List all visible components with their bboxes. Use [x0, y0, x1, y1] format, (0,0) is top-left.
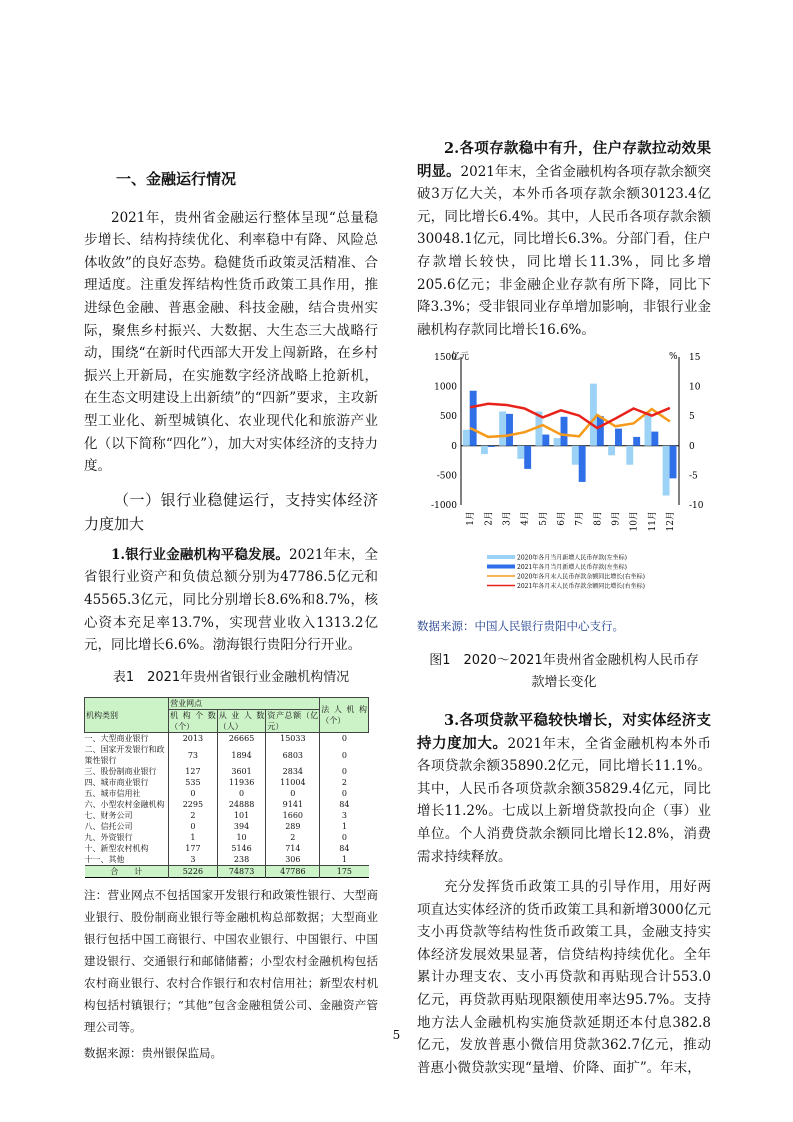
table-cell: 394 [217, 821, 266, 832]
table-cell: 1 [169, 832, 218, 843]
table-cell: 306 [266, 854, 320, 866]
bar-2020 [463, 430, 470, 446]
header-assets: 资产总额（亿元） [267, 711, 319, 732]
y-tick-label: -1000 [431, 501, 457, 512]
table-cell: 0 [266, 788, 320, 799]
table-cell: 四、城市商业银行 [84, 778, 149, 788]
bar-2021 [506, 414, 513, 446]
table-caption: 表1 2021年贵州省银行业金融机构情况 [112, 669, 350, 685]
table-row [85, 799, 369, 810]
left-unit-label: 亿元 [451, 352, 470, 363]
x-tick-label: 11月 [647, 511, 658, 532]
bar-2020 [517, 446, 524, 459]
table-cell: 六、小型农村金融机构 [84, 800, 165, 810]
table-row [85, 744, 369, 766]
table-cell: 84 [320, 843, 369, 854]
table-cell: 九、外资银行 [84, 833, 133, 843]
table-cell: 合 计 [85, 866, 169, 878]
bar-2020 [608, 446, 615, 455]
legend-label: 2021年各月当月新增人民币存款(左坐标) [517, 564, 627, 572]
paragraph-policy: 充分发挥货币政策工具的引导作用，用好两项直达实体经济的货币政策工具和新增3000亿元支小再贷款等结构性货币政策工具，金融支持实体经济发展效果显著，信贷结构持续优化。全年累计办理支农、支小再贷款和再贴现合计553.0亿元，再贷款再贴现限额使用率达95.7%。支持地方法人金融机构实施贷款延期还本付息382.8亿元，发放普惠小微信用贷款362.7亿元，推动普惠小微贷款实现“量增、价降、面扩”。年末， [417, 879, 711, 1076]
table-row [85, 854, 369, 866]
x-tick-label: 1月 [466, 511, 477, 527]
x-tick-label: 2月 [484, 511, 495, 527]
table-cell: 11004 [266, 777, 320, 788]
table-cell: 289 [266, 821, 320, 832]
x-tick-label: 3月 [502, 511, 513, 527]
table-row [85, 810, 369, 821]
table-cell: 714 [266, 843, 320, 854]
table-row [85, 777, 369, 788]
table-cell: 0 [217, 788, 266, 799]
table-cell: 1 [320, 854, 369, 866]
y2-tick-label: 10 [689, 382, 701, 393]
table-cell: 0 [169, 788, 218, 799]
x-tick-label: 5月 [538, 511, 549, 527]
table-cell: 2 [320, 777, 369, 788]
bar-2021 [633, 437, 640, 446]
y-tick-label: 1500 [434, 353, 457, 364]
bar-2020 [644, 413, 651, 446]
table-cell: 0 [320, 766, 369, 777]
page-number: 5 [392, 1028, 401, 1042]
left-column [84, 168, 378, 1065]
table-cell: 15033 [266, 733, 320, 745]
x-tick-label: 7月 [575, 511, 586, 527]
x-tick-label: 4月 [520, 511, 531, 527]
table-cell: 24888 [217, 799, 266, 810]
bar-2020 [572, 446, 579, 465]
table-cell: 26665 [217, 733, 266, 745]
bar-2021 [488, 446, 495, 447]
x-tick-label: 6月 [556, 511, 567, 527]
table-cell: 3 [169, 854, 218, 866]
paragraph-lead: 1.银行业金融机构平稳发展。 [111, 546, 290, 563]
x-tick-label: 9月 [611, 511, 622, 527]
table-source: 数据来源：贵州银保监局。 [84, 1046, 222, 1061]
legend-label: 2020年各月末人民币存款余额同比增长(右坐标) [517, 573, 645, 581]
table-cell: 2 [169, 810, 218, 821]
bar-2020 [481, 446, 488, 454]
table-cell: 84 [320, 799, 369, 810]
table-cell: 11936 [217, 777, 266, 788]
table-cell: 47786 [266, 866, 320, 878]
subsection-title: （一）银行业稳健运行，支持实体经济力度加大 [84, 490, 378, 533]
bar-2021 [542, 435, 549, 446]
table-cell: 0 [169, 821, 218, 832]
right-unit-label: % [669, 352, 678, 363]
y-tick-label: -500 [436, 471, 457, 482]
paragraph-lead: 2.各项存款稳中有升，住户存款拉动效果明显。 [417, 140, 711, 180]
table-cell: 2295 [169, 799, 218, 810]
table-cell: 73 [169, 744, 218, 766]
table-cell: 9141 [266, 799, 320, 810]
table-cell: 0 [320, 788, 369, 799]
table-cell: 七、财务公司 [84, 811, 133, 821]
table-cell: 1 [320, 821, 369, 832]
chart-source: 数据来源：中国人民银行贵阳中心支行。 [417, 619, 624, 634]
table-cell: 5226 [169, 866, 218, 878]
table-cell: 175 [320, 866, 369, 878]
table-row [85, 821, 369, 832]
table-cell: 1894 [217, 744, 266, 766]
bar-2021 [651, 432, 658, 446]
bar-2020 [499, 412, 506, 446]
y2-tick-label: 0 [689, 442, 695, 453]
y-tick-label: 1000 [434, 382, 457, 393]
table-cell: 535 [169, 777, 218, 788]
y2-tick-label: -5 [689, 471, 698, 482]
bar-2021 [579, 446, 586, 482]
bar-2020 [590, 384, 597, 446]
table-cell: 101 [217, 810, 266, 821]
table-row [85, 788, 369, 799]
table-cell: 6803 [266, 744, 320, 766]
paragraph-body: 2021年末，全省金融机构本外币各项贷款余额35890.2亿元，同比增长11.1%。其中，人民币各项贷款余额35829.4亿元，同比增长11.2%。七成以上新增贷款投向企（事）业单位。个人消费贷款余额同比增长12.8%，消费需求持续释放。 [417, 735, 711, 865]
table-cell: 74873 [217, 866, 266, 878]
table-cell: 3601 [217, 766, 266, 777]
bar-2021 [615, 429, 622, 446]
table-cell: 0 [320, 733, 369, 745]
header-group: 营业网点 [169, 698, 320, 710]
table-cell: 1660 [266, 810, 320, 821]
bar-2020 [554, 438, 561, 446]
table-cell: 0 [320, 744, 369, 766]
bar-2020 [663, 446, 670, 496]
table-cell: 十一、其他 [84, 855, 125, 865]
legend-label: 2021年各月末人民币存款余额同比增长(右坐标) [517, 583, 645, 591]
table-cell: 5146 [217, 843, 266, 854]
figure-caption: 图1 2020～2021年贵州省金融机构人民币存款增长变化 [429, 652, 699, 690]
y-tick-label: 500 [439, 412, 457, 423]
table-cell: 三、股份制商业银行 [84, 767, 157, 777]
bar-2021 [597, 417, 604, 447]
header-type: 机构类别 [85, 698, 169, 733]
banking-institutions-table [84, 697, 369, 878]
x-tick-label: 8月 [593, 511, 604, 527]
x-tick-label: 12月 [665, 511, 676, 532]
table-note: 注：营业网点不包括国家开发银行和政策性银行、大型商业银行、股份制商业银行等金融机构总部数据；大型商业银行包括中国工商银行、中国农业银行、中国银行、中国建设银行、交通银行和邮储储蓄；小型农村金融机构包括农村商业银行、农村合作银行和农村信用社；新型农村机构包括村镇银行；“其他”包含金融租赁公司、金融资产管理公司等。 [84, 888, 378, 1035]
paragraph-deposits [417, 138, 711, 341]
table-cell: 2834 [266, 766, 320, 777]
y2-tick-label: -10 [689, 501, 704, 512]
right-column [417, 138, 711, 1079]
table-row [85, 766, 369, 777]
table-cell: 127 [169, 766, 218, 777]
bar-2021 [561, 417, 568, 446]
table-cell: 一、大型商业银行 [84, 734, 149, 744]
table-cell: 10 [217, 832, 266, 843]
header-count: 机构个数（个） [170, 711, 216, 732]
table-cell: 八、信托公司 [84, 822, 133, 832]
paragraph-body: 2021年末，全省金融机构各项存款余额突破3万亿大关，本外币各项存款余额30123.4亿元，同比增长6.4%。其中，人民币各项存款余额30048.1亿元，同比增长6.3%。分部门看，住户存款增长较快，同比增长11.3%，同比多增205.6亿元；非金融企业存款有所下降，同比下降3.3%；受非银同业存单增加影响，非银行业金融机构存款同比增长16.6%。 [417, 163, 712, 338]
y-tick-label: 0 [451, 442, 457, 453]
table-row [85, 832, 369, 843]
table-cell: 177 [169, 843, 218, 854]
table-row [85, 843, 369, 854]
legend-label: 2020年各月当月新增人民币存款(左坐标) [517, 554, 627, 562]
header-staff: 从业人数（人） [218, 711, 265, 732]
paragraph-loans [417, 710, 711, 868]
header-legal: 法人机构（个） [320, 698, 369, 733]
bar-2021 [670, 446, 677, 479]
y2-tick-label: 15 [689, 353, 701, 364]
bar-2020 [626, 446, 633, 465]
table-cell: 二、国家开发银行和政策性银行 [84, 745, 165, 766]
intro-paragraph: 2021年，贵州省金融运行整体呈现“总量稳步增长、结构持续优化、利率稳中有降、风险总体收敛”的良好态势。稳健货币政策灵活精准、合理适度。注重发挥结构性货币政策工具作用，推进绿色金融、普惠金融、科技金融，结合贵州实际，聚焦乡村振兴、大数据、大生态三大战略行动，围绕“在新时代西部大开发上闯新路，在乡村振兴上开新局，在实施数字经济战略上抢新机，在生态文明建设上出新绩”的“四新”要求，主攻新型工业化、新型城镇化、农业现代化和旅游产业化（以下简称“四化”），加大对实体经济的支持力度。 [84, 209, 378, 475]
table-cell: 十、新型农村机构 [84, 844, 149, 854]
table-cell: 2013 [169, 733, 218, 745]
paragraph-body: 2021年末，全省银行业资产和负债总额分别为47786.5亿元和45565.3亿元，同比分别增长8.6%和8.7%，核心资本充足率13.7%，实现营业收入1313.2亿元，同比增长6.6%。渤海银行贵阳分行开业。 [84, 546, 379, 654]
paragraph-banking [84, 544, 378, 657]
table-cell: 3 [320, 810, 369, 821]
table-row [85, 733, 369, 745]
deposit-chart [417, 345, 711, 607]
section-title: 一、金融运行情况 [116, 170, 237, 188]
table-total-row [85, 866, 369, 878]
table-cell: 238 [217, 854, 266, 866]
table-cell: 0 [320, 832, 369, 843]
y2-tick-label: 5 [689, 412, 695, 423]
table-cell: 2 [266, 832, 320, 843]
bar-2021 [470, 391, 477, 446]
paragraph-lead: 3.各项贷款平稳较快增长，对实体经济支持力度加大。 [417, 711, 711, 752]
x-tick-label: 10月 [629, 511, 640, 532]
bar-2021 [524, 446, 531, 469]
table-cell: 五、城市信用社 [84, 789, 141, 799]
